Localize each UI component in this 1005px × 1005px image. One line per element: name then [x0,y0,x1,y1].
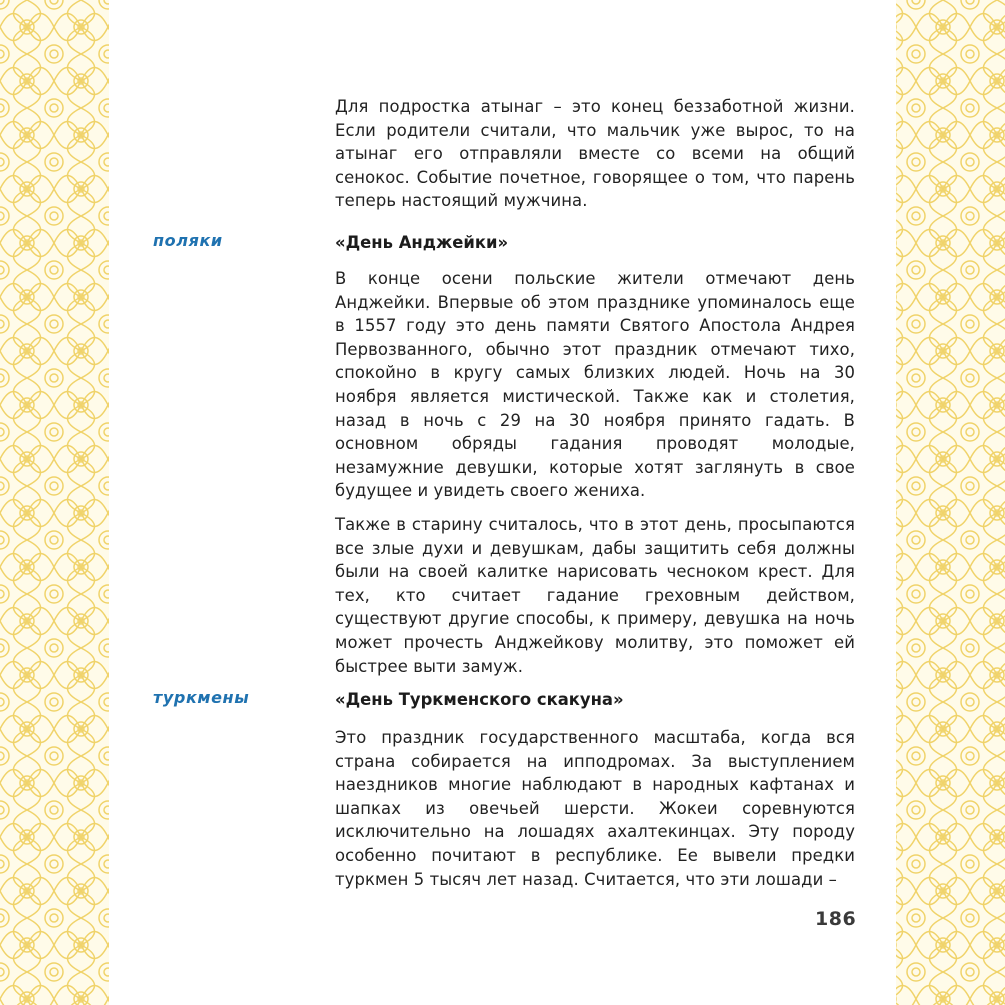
book-page [109,0,896,1005]
decorative-border-left [0,0,109,1005]
section-title-poles: «День Анджейки» [335,233,509,252]
poles-paragraph-2 [335,513,855,678]
poles-text-1: В конце осени польские жители отмечают день Анджейки. Впервые об этом празднике упоминалось еще в 1557 году это день памяти Святого Апостола Андрея Первозванного, обычно этот праздник отмечают тихо, спокойно в кругу самых близких людей. Ночь на 30 ноября является мистической. Также как и столетия, назад в ночь с 29 на 30 ноября принято гадать. В основном обряды гадания проводят молодые, незамужние девушки, которые хотят заглянуть в свое будущее и увидеть своего жениха. [335,269,855,501]
turkmen-paragraph-1 [335,726,855,891]
nation-label-poles: поляки [153,231,223,250]
ornament-pattern-right [896,0,1005,1005]
ornament-pattern-left [0,0,109,1005]
nation-label-turkmen: туркмены [153,688,250,707]
decorative-border-right [896,0,1005,1005]
intro-paragraph [335,95,855,213]
intro-text: Для подростка атынаг – это конец беззаботной жизни. Если родители считали, что мальчик уже вырос, то на атынаг его отправляли вместе со всеми на общий сенокос. Событие почетное, говорящее о том, что парень теперь настоящий мужчина. [335,97,855,211]
section-title-turkmen: «День Туркменского скакуна» [335,690,624,709]
page-number: 186 [815,908,857,930]
poles-text-2: Также в старину считалось, что в этот день, просыпаются все злые духи и девушкам, дабы защитить себя должны были на своей калитке нарисовать чесноком крест. Для тех, кто считает гадание греховным действом, существуют другие способы, к примеру, девушка на ночь может прочесть Анджейкову молитву, это поможет ей быстрее выти замуж. [335,515,855,676]
turkmen-text-1: Это праздник государственного масштаба, когда вся страна собирается на ипподромах. За выступлением наездников многие наблюдают в народных кафтанах и шапках из овечьей шерсти. Жокеи соревнуются исключительно на лошадях ахалтекинцах. Эту породу особенно почитают в республике. Ее вывели предки туркмен 5 тысяч лет назад. Считается, что эти лошади – [335,728,855,889]
poles-paragraph-1 [335,267,855,503]
